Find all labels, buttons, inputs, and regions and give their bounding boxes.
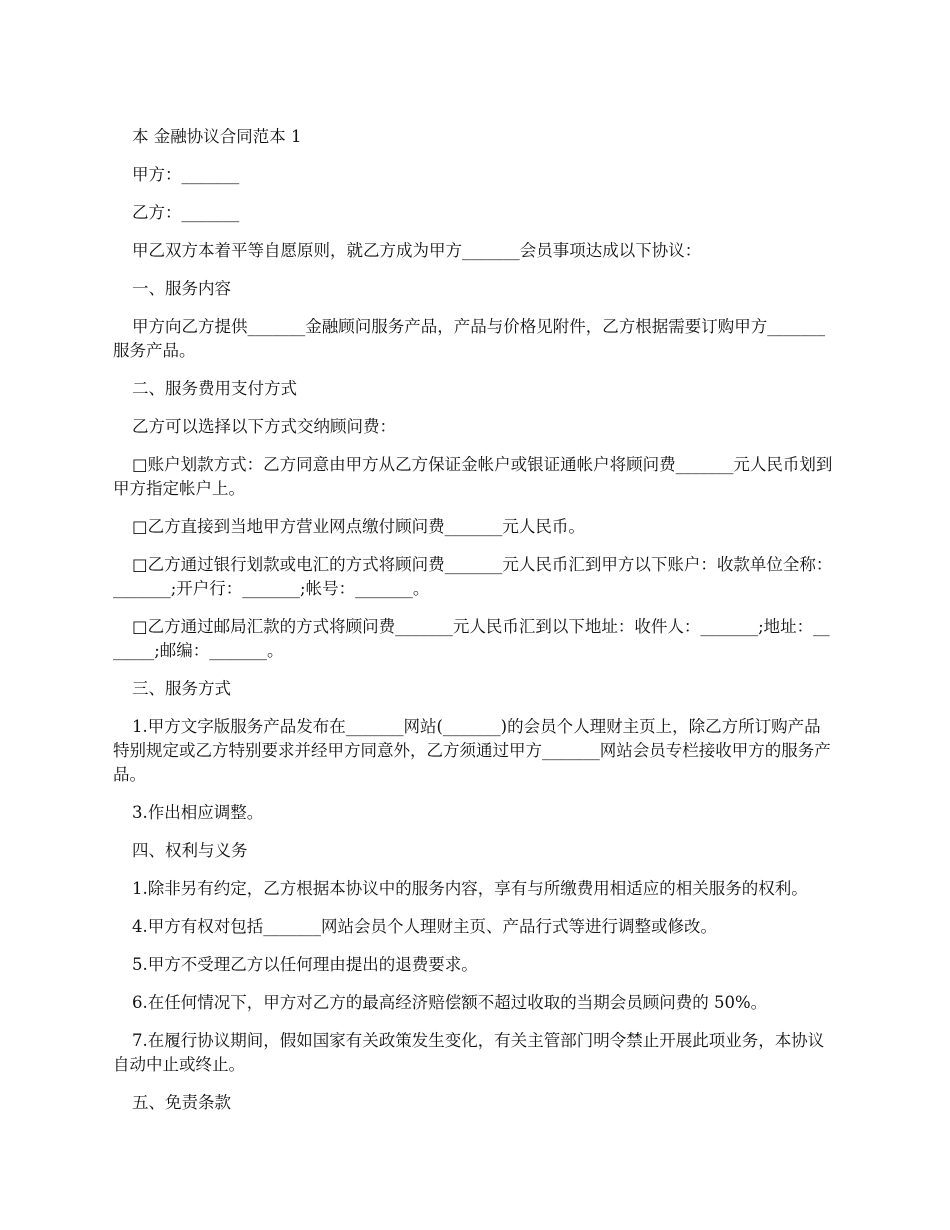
payment-option-bank-wire: □乙方通过银行划款或电汇的方式将顾问费_______元人民币汇到甲方以下账户：收款单位全称：_______;开户行：_______;帐号：_______。 xyxy=(113,555,833,598)
section-heading-rights: 四、权利与义务 xyxy=(132,841,248,860)
section-heading-disclaimer: 五、免责条款 xyxy=(132,1093,231,1112)
rights-item-5: 5.甲方不受理乙方以任何理由提出的退费要求。 xyxy=(132,955,478,974)
rights-item-1: 1.除非另有约定，乙方根据本协议中的服务内容，享有与所缴费用相适应的相关服务的权利。 xyxy=(132,879,808,898)
payment-intro-paragraph: 乙方可以选择以下方式交纳顾问费： xyxy=(132,417,396,436)
rights-item-7: 7.在履行协议期间，假如国家有关政策发生变化，有关主管部门明令禁止开展此项业务，本协议自动中止或终止。 xyxy=(113,1031,825,1074)
section-heading-payment: 二、服务费用支付方式 xyxy=(132,379,297,398)
preamble-paragraph: 甲乙双方本着平等自愿原则，就乙方成为甲方_______会员事项达成以下协议： xyxy=(132,241,702,260)
party-b-line: 乙方：_______ xyxy=(132,203,240,222)
payment-option-account-transfer: □账户划款方式：乙方同意由甲方从乙方保证金帐户或银证通帐户将顾问费_______元人民币划到甲方指定帐户上。 xyxy=(113,455,833,498)
rights-item-4: 4.甲方有权对包括_______网站会员个人理财主页、产品行式等进行调整或修改。 xyxy=(132,917,717,936)
party-a-line: 甲方：_______ xyxy=(132,165,240,184)
document-title: 本 金融协议合同范本 1 xyxy=(132,127,302,146)
payment-option-post-office: □乙方通过邮局汇款的方式将顾问费_______元人民币汇到以下地址：收件人：_______;地址：_______;邮编：_______。 xyxy=(113,617,830,660)
payment-option-branch: □乙方直接到当地甲方营业网点缴付顾问费_______元人民币。 xyxy=(132,517,585,536)
service-content-paragraph: 甲方向乙方提供_______金融顾问服务产品，产品与价格见附件，乙方根据需要订购甲方_______服务产品。 xyxy=(113,317,825,360)
service-method-item-1: 1.甲方文字版服务产品发布在_______网站(_______)的会员个人理财主页上，除乙方所订购产品特别规定或乙方特别要求并经甲方同意外，乙方须通过甲方_______网站会员专栏接收甲方的服务产品。 xyxy=(113,717,831,784)
rights-item-6: 6.在任何情况下，甲方对乙方的最高经济赔偿额不超过收取的当期会员顾问费的 50%。 xyxy=(132,993,768,1012)
section-heading-service-content: 一、服务内容 xyxy=(132,279,231,298)
service-method-item-3: 3.作出相应调整。 xyxy=(132,803,264,822)
section-heading-service-method: 三、服务方式 xyxy=(132,679,231,698)
